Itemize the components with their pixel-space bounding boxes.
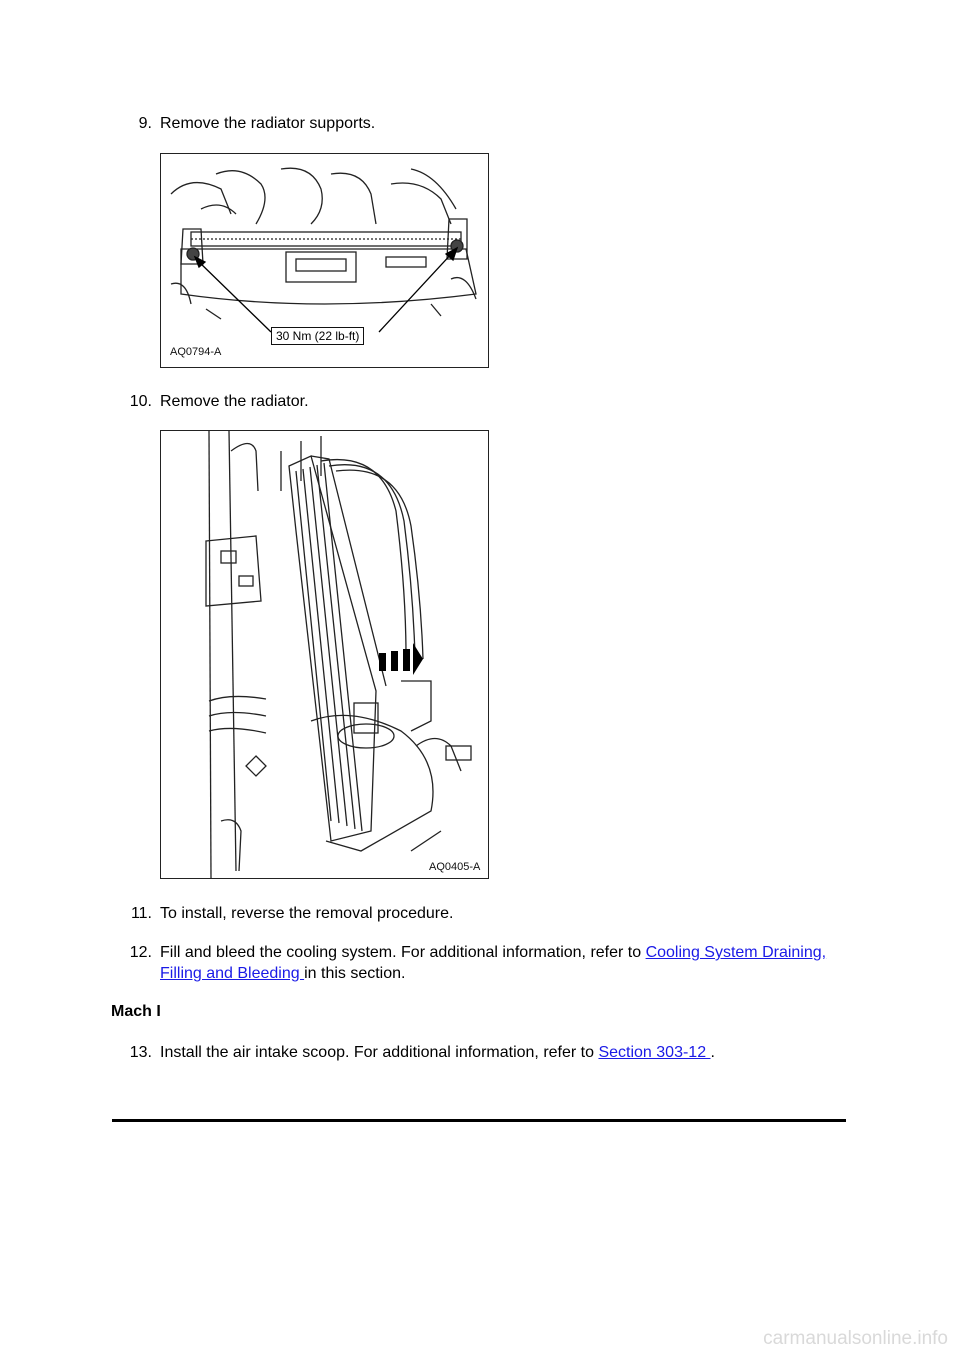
step-number: 12. [129, 944, 152, 961]
radiator-supports-illustration [160, 153, 489, 368]
step-text: Remove the radiator. [160, 393, 309, 410]
section-303-12-link[interactable]: Section 303-12 [598, 1044, 711, 1061]
step-text [160, 1042, 850, 1063]
cooling-system-link-continued[interactable]: Filling and Bleeding [160, 965, 305, 982]
figure-label: AQ0405-A [429, 861, 481, 873]
page-divider [112, 1119, 846, 1122]
step-number: 13. [129, 1044, 152, 1061]
step-number: 11. [130, 905, 152, 922]
step-text [160, 942, 850, 984]
step-text: To install, reverse the removal procedure. [160, 905, 454, 922]
watermark: carmanualsonline.info [763, 1328, 948, 1349]
step-text-before: Install the air intake scoop. For additional information, refer to [160, 1044, 599, 1061]
figure-label: AQ0794-A [170, 346, 222, 358]
torque-callout: 30 Nm (22 lb-ft) [271, 327, 364, 345]
step-text-after: in this section. [304, 965, 406, 982]
step-number: 10. [129, 393, 152, 410]
cooling-system-link[interactable]: Cooling System Draining, [645, 944, 827, 961]
step-text-after: . [710, 1044, 715, 1061]
section-heading: Mach I [111, 1003, 161, 1020]
radiator-removal-illustration [160, 430, 489, 879]
step-text-before: Fill and bleed the cooling system. For additional information, refer to [160, 944, 646, 961]
step-text: Remove the radiator supports. [160, 115, 376, 132]
radiator-removal-drawing [161, 431, 488, 878]
step-number: 9. [138, 115, 152, 132]
